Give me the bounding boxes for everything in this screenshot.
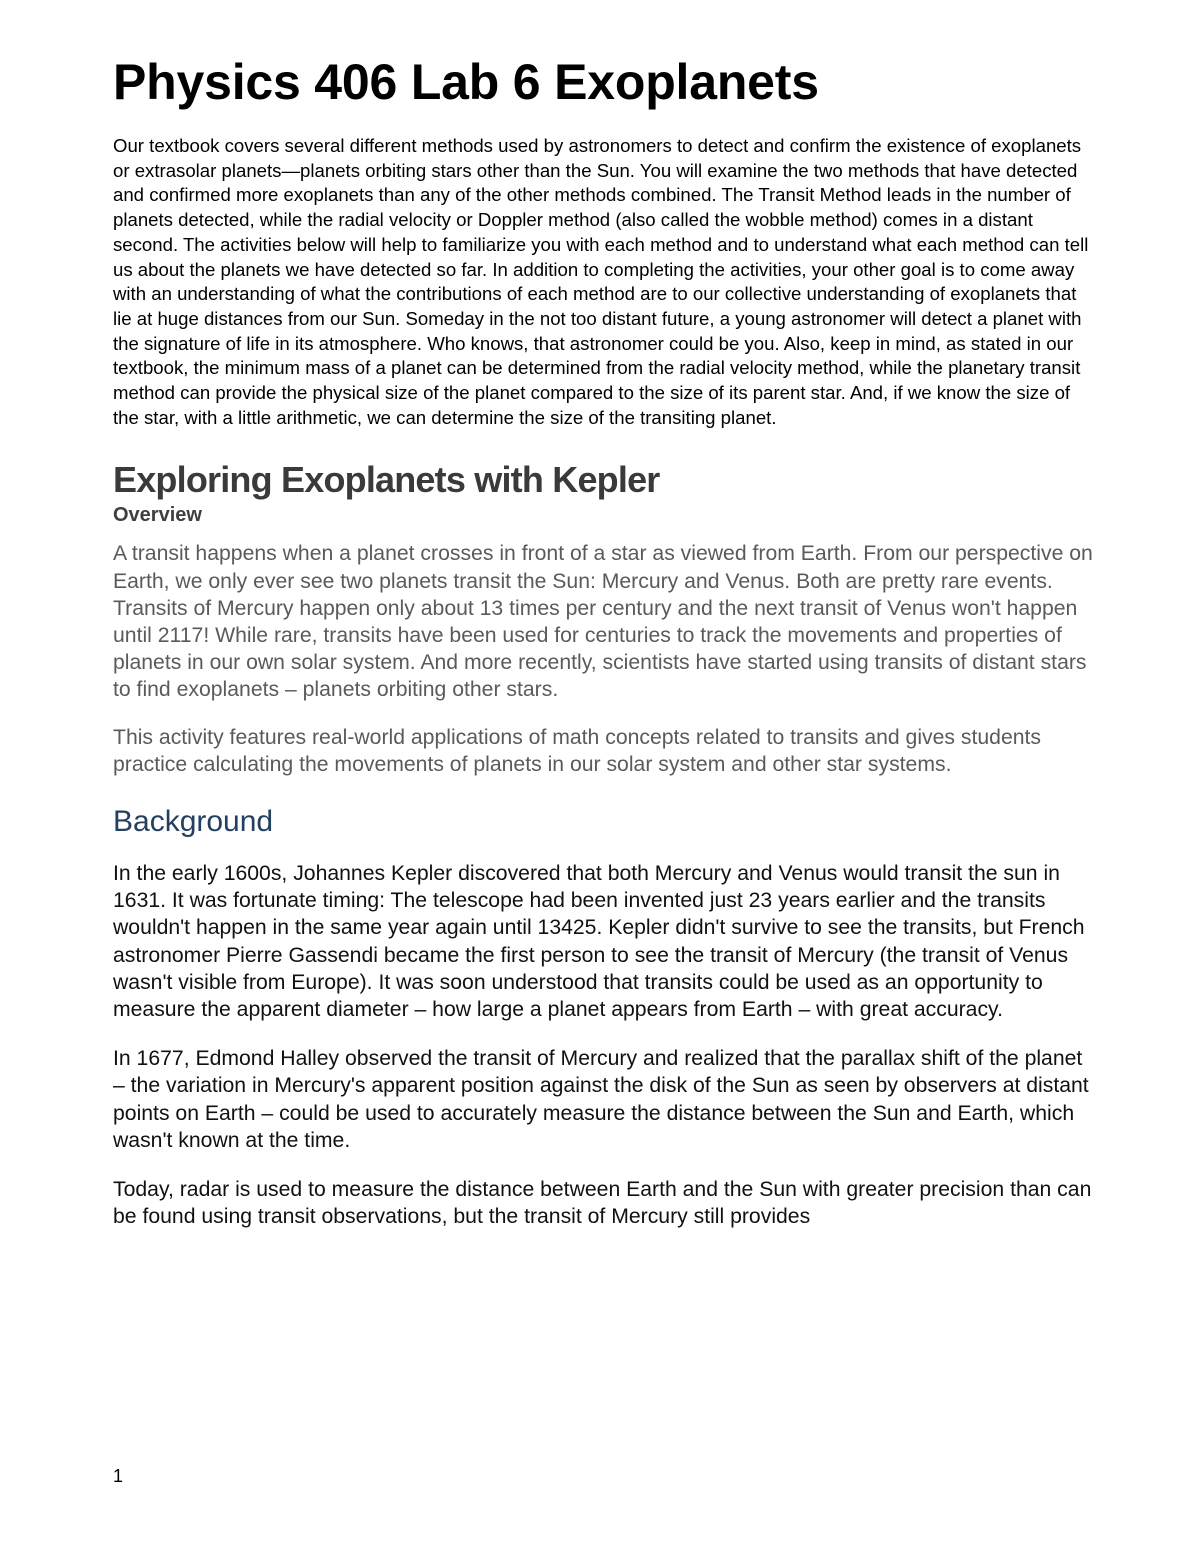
page-number: 1 bbox=[113, 1466, 124, 1486]
overview-heading: Overview bbox=[113, 504, 202, 527]
intro-paragraph: Our textbook covers several different methods used by astronomers to detect and confirm the existence of exoplanets or extrasolar planets—planets orbiting stars other than the Sun. You will examine the two methods that have detected and confirmed more exoplanets than any of the other methods combined. The Transit Method leads in the number of planets detected, while the radial velocity or Doppler method (also called the wobble method) comes in a distant second. The activities below will help to familiarize you with each method and to understand what each method can tell us about the planets we have detected so far. In addition to completing the activities, your other goal is to come away with an understanding of what the contributions of each method are to our collective understanding of exoplanets that lie at huge distances from our Sun. Someday in the not too distant future, a young astronomer will detect a planet with the signature of life in its atmosphere. Who knows, that astronomer could be you. Also, keep in mind, as stated in our textbook, the minimum mass of a planet can be determined from the radial velocity method, while the planetary transit method can provide the physical size of the planet compared to the size of its parent star. And, if we know the size of the star, with a little arithmetic, we can determine the size of the transiting planet. bbox=[113, 135, 1089, 428]
background-paragraph: In the early 1600s, Johannes Kepler discovered that both Mercury and Venus would transit the sun in 1631. It was fortunate timing: The telescope had been invented just 23 years earlier and the transits wouldn't happen in the same year again until 13425. Kepler didn't survive to see the transits, but French astronomer Pierre Gassendi became the first person to see the transit of Mercury (the transit of Venus wasn't visible from Europe). It was soon understood that transits could be used as an opportunity to measure the apparent diameter – how large a planet appears from Earth – with great accuracy. bbox=[113, 862, 1085, 1022]
background-paragraph: Today, radar is used to measure the distance between Earth and the Sun with greater precision than can be found using transit observations, but the transit of Mercury still provides bbox=[113, 1178, 1092, 1229]
overview-paragraph: A transit happens when a planet crosses in front of a star as viewed from Earth. From our perspective on Earth, we only ever see two planets transit the Sun: Mercury and Venus. Both are pretty rare events. Transits of Mercury happen only about 13 times per century and the next transit of Venus won't happen until 2117! While rare, transits have been used for centuries to track the movements and properties of planets in our own solar system. And more recently, scientists have started using transits of distant stars to find exoplanets – planets orbiting other stars. bbox=[113, 542, 1093, 702]
document-title: Physics 406 Lab 6 Exoplanets bbox=[113, 54, 819, 110]
overview-paragraph: This activity features real-world applications of math concepts related to transits and gives students practice calculating the movements of planets in our solar system and other star systems. bbox=[113, 725, 1041, 776]
document-page bbox=[113, 52, 1093, 1253]
section-heading: Exploring Exoplanets with Kepler bbox=[113, 459, 660, 501]
background-paragraph: In 1677, Edmond Halley observed the transit of Mercury and realized that the parallax shift of the planet – the variation in Mercury's apparent position against the disk of the Sun as seen by observers at distant points on Earth – could be used to accurately measure the distance between the Sun and Earth, which wasn't known at the time. bbox=[113, 1047, 1089, 1152]
background-heading: Background bbox=[113, 805, 274, 839]
